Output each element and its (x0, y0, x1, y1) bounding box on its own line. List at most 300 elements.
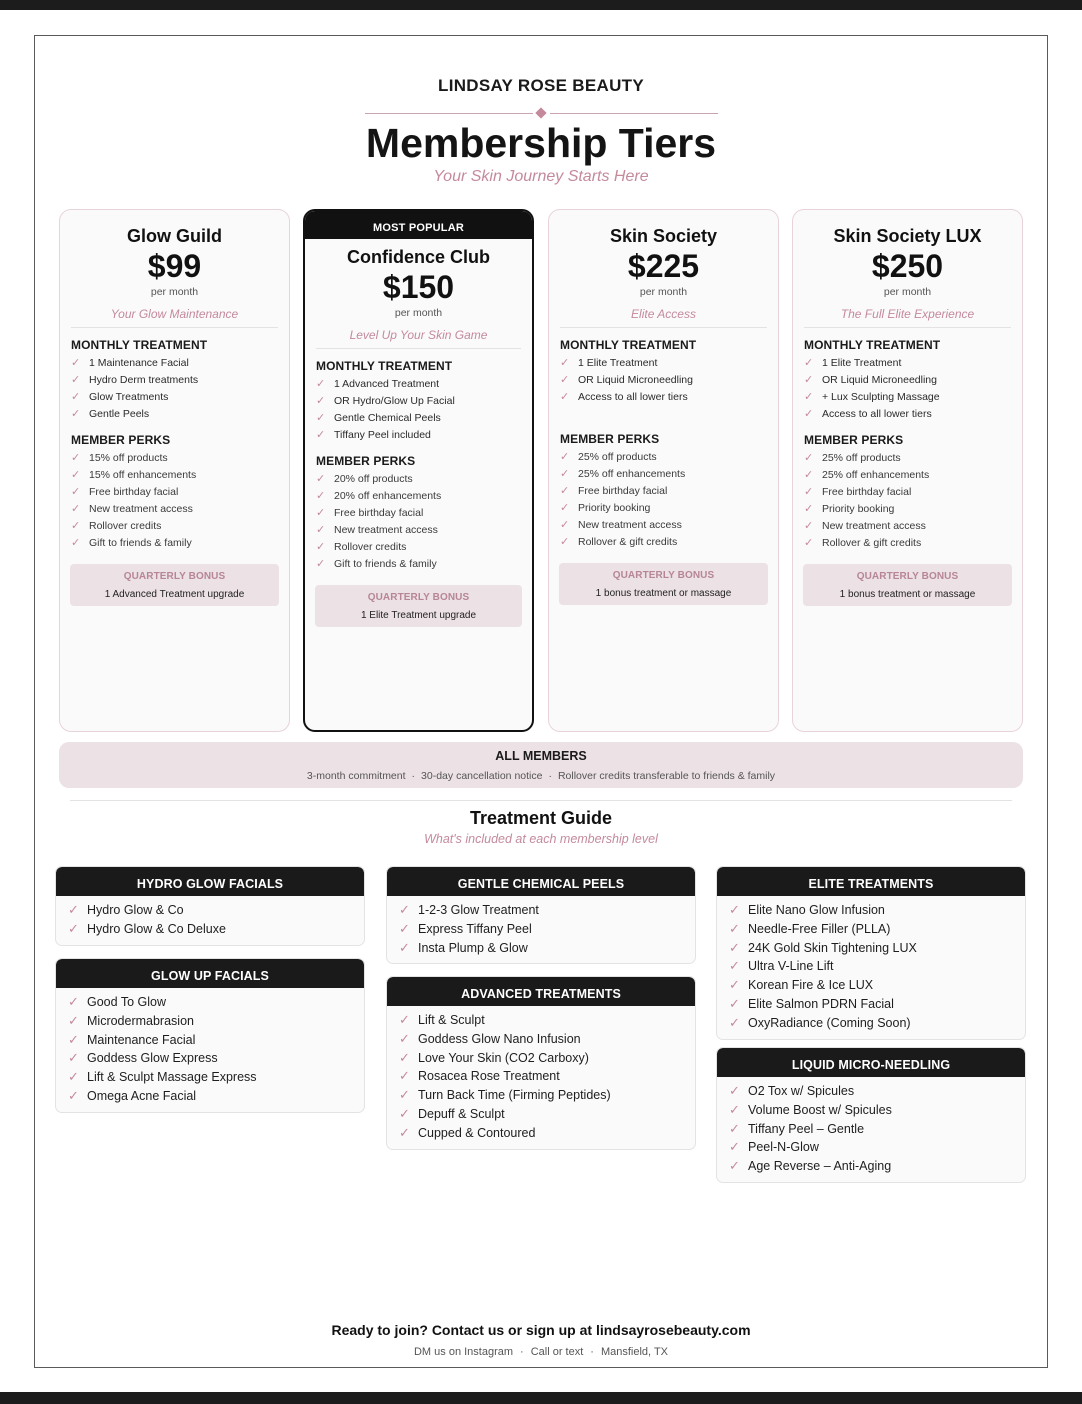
separator: · (411, 770, 416, 782)
check-icon: ✓ (399, 1124, 410, 1140)
list-item (729, 1138, 1025, 1157)
guide-box-list (717, 1077, 1025, 1182)
list-item (804, 535, 1022, 552)
contact-location: Mansfield, TX (600, 1346, 669, 1358)
section-divider (70, 800, 1012, 801)
guide-box-glow-up-facials (55, 958, 365, 1113)
bonus-value: 1 bonus treatment or massage (595, 588, 732, 599)
guide-box-list (56, 988, 364, 1112)
tier-price: $99 (147, 248, 202, 284)
tier-name: Skin Society (609, 226, 718, 246)
check-icon: ✓ (68, 1069, 79, 1085)
list-item (729, 1157, 1025, 1176)
bonus-value: 1 Advanced Treatment upgrade (104, 589, 245, 600)
treatment-heading: MONTHLY TREATMENT (71, 338, 208, 352)
treatment-guide-title: Treatment Guide (469, 808, 613, 828)
perks-heading: MEMBER PERKS (316, 454, 416, 468)
list-item-text: Ultra V-Line Lift (748, 959, 834, 974)
list-item (316, 393, 532, 410)
list-item-text: Lift & Sculpt Massage Express (87, 1070, 257, 1085)
list-item (804, 372, 1022, 389)
check-icon: ✓ (729, 1083, 740, 1098)
check-icon: ✓ (560, 391, 570, 403)
list-item-text: 1-2-3 Glow Treatment (418, 903, 539, 917)
guide-box-list (56, 896, 364, 945)
tier-divider (71, 327, 278, 328)
list-item (729, 901, 1025, 920)
treatment-list (560, 355, 778, 406)
list-item-text: Free birthday facial (89, 486, 179, 498)
list-item-text: Gift to friends & family (89, 537, 192, 549)
tier-tagline: Level Up Your Skin Game (349, 328, 488, 342)
check-icon: ✓ (560, 451, 570, 463)
check-icon: ✓ (729, 902, 740, 917)
list-item-text: 1 Elite Treatment (822, 357, 902, 369)
list-item (399, 1030, 695, 1049)
check-icon: ✓ (316, 507, 326, 519)
list-item-text: 20% off enhancements (334, 490, 442, 502)
tier-name: Glow Guild (127, 226, 222, 246)
perks-list (804, 450, 1022, 552)
list-item (71, 535, 289, 552)
perks-heading: MEMBER PERKS (71, 433, 171, 447)
tier-tagline: The Full Elite Experience (840, 307, 975, 321)
check-icon: ✓ (316, 378, 326, 390)
list-item-text: Priority booking (822, 503, 895, 515)
check-icon: ✓ (729, 1139, 740, 1155)
list-item-text: Priority booking (578, 502, 651, 514)
list-item (804, 518, 1022, 535)
list-item (804, 467, 1022, 484)
check-icon: ✓ (68, 994, 79, 1009)
check-icon: ✓ (729, 977, 740, 993)
list-item-text: Rollover & gift credits (822, 537, 922, 549)
list-item-text: Express Tiffany Peel (418, 921, 532, 936)
list-item-text: Rollover & gift credits (578, 536, 678, 548)
list-item (399, 1049, 695, 1068)
guide-box-list (717, 896, 1025, 1039)
check-icon: ✓ (71, 469, 81, 481)
check-icon: ✓ (729, 920, 740, 936)
tier-price: $250 (871, 248, 944, 284)
list-item-text: Gentle Peels (89, 408, 150, 420)
check-icon: ✓ (71, 520, 81, 532)
list-item (560, 517, 778, 534)
check-icon: ✓ (316, 558, 326, 570)
check-icon: ✓ (399, 920, 410, 936)
tier-card-glow-guild[interactable] (59, 209, 290, 732)
list-item-text: Free birthday facial (334, 507, 424, 519)
list-item (729, 1120, 1025, 1139)
perks-heading: MEMBER PERKS (804, 433, 904, 447)
list-item (560, 500, 778, 517)
check-icon: ✓ (316, 473, 326, 485)
tier-price: $150 (382, 269, 455, 305)
check-icon: ✓ (316, 412, 326, 424)
check-icon: ✓ (399, 902, 410, 917)
list-item-text: Tiffany Peel included (334, 429, 431, 441)
treatment-list (71, 355, 289, 423)
check-icon: ✓ (316, 541, 326, 553)
list-item-text: Gentle Chemical Peels (334, 412, 441, 424)
list-item (560, 449, 778, 466)
list-item-text: 1 Maintenance Facial (89, 357, 189, 369)
list-item-text: Elite Nano Glow Infusion (748, 903, 885, 917)
list-item-text: Microdermabrasion (87, 1013, 194, 1028)
list-item-text: Turn Back Time (Firming Peptides) (418, 1088, 611, 1103)
contact-line (0, 1346, 1082, 1358)
tier-card-skin-society[interactable] (548, 209, 779, 732)
list-item-text: Access to all lower tiers (822, 408, 932, 420)
list-item (68, 1087, 364, 1106)
list-item (729, 920, 1025, 939)
tier-tagline: Elite Access (631, 307, 696, 321)
list-item-text: New treatment access (578, 519, 682, 531)
quarterly-bonus (803, 564, 1012, 606)
tier-period: per month (150, 286, 199, 298)
list-item (71, 450, 289, 467)
bonus-value: 1 bonus treatment or massage (839, 589, 976, 600)
all-members-term: 3-month commitment (306, 770, 406, 782)
bottom-border-bar (0, 1392, 1082, 1404)
list-item (316, 505, 532, 522)
check-icon: ✓ (560, 536, 570, 548)
list-item-text: Free birthday facial (578, 485, 668, 497)
list-item (560, 483, 778, 500)
list-item-text: Cupped & Contoured (418, 1125, 536, 1140)
list-item (399, 939, 695, 958)
list-item (71, 501, 289, 518)
check-icon: ✓ (729, 1014, 740, 1030)
list-item-text: Hydro Derm treatments (89, 374, 199, 386)
check-icon: ✓ (68, 1031, 79, 1047)
cta-signup-text: Ready to join? Contact us or sign up at lindsayrosebeauty.com (331, 1322, 751, 1338)
list-item (316, 488, 532, 505)
list-item (316, 471, 532, 488)
list-item-text: New treatment access (334, 524, 438, 536)
tier-divider (560, 327, 767, 328)
list-item (71, 484, 289, 501)
tier-divider (804, 327, 1011, 328)
check-icon: ✓ (399, 1030, 410, 1046)
list-item (316, 376, 532, 393)
list-item (68, 1068, 364, 1087)
bonus-heading: QUARTERLY BONUS (367, 592, 470, 603)
check-icon: ✓ (68, 902, 79, 917)
treatment-list (316, 376, 532, 444)
check-icon: ✓ (399, 1012, 410, 1027)
list-item (71, 372, 289, 389)
check-icon: ✓ (804, 503, 814, 515)
list-item-text: Goddess Glow Express (87, 1051, 218, 1066)
check-icon: ✓ (729, 958, 740, 974)
tier-name: Skin Society LUX (833, 226, 982, 246)
header-divider-left (365, 113, 533, 114)
quarterly-bonus (315, 585, 522, 627)
check-icon: ✓ (399, 1087, 410, 1103)
list-item-text: 1 Advanced Treatment (334, 378, 440, 390)
list-item (729, 995, 1025, 1014)
perks-heading: MEMBER PERKS (560, 432, 660, 446)
list-item (804, 450, 1022, 467)
list-item-text: Goddess Glow Nano Infusion (418, 1031, 581, 1046)
list-item-text: 25% off enhancements (822, 469, 930, 481)
list-item-text: Glow Treatments (89, 391, 169, 403)
guide-box-gentle-chemical-peels (386, 866, 696, 964)
check-icon: ✓ (71, 452, 81, 464)
separator: · (590, 1346, 594, 1358)
separator: · (520, 1346, 524, 1358)
header-divider-right (550, 113, 718, 114)
list-item (729, 1101, 1025, 1120)
check-icon: ✓ (729, 995, 740, 1011)
page-subtitle: Your Skin Journey Starts Here (433, 168, 649, 185)
list-item-text: + Lux Sculpting Massage (822, 391, 940, 403)
guide-box-liquid-micro-needling (716, 1047, 1026, 1183)
list-item (68, 1049, 364, 1068)
list-item (316, 427, 532, 444)
list-item-text: Omega Acne Facial (87, 1088, 197, 1103)
tier-tagline: Your Glow Maintenance (110, 307, 239, 321)
check-icon: ✓ (316, 395, 326, 407)
list-item-text: Maintenance Facial (87, 1032, 196, 1047)
contact-call: Call or text (530, 1346, 584, 1358)
list-item-text: OR Liquid Microneedling (822, 374, 937, 386)
check-icon: ✓ (560, 519, 570, 531)
guide-box-heading: HYDRO GLOW FACIALS (56, 867, 364, 896)
list-item-text: Rollover credits (89, 520, 162, 532)
list-item-text: Hydro Glow & Co Deluxe (87, 921, 226, 936)
list-item (804, 355, 1022, 372)
list-item-text: Gift to friends & family (334, 558, 437, 570)
list-item (399, 1105, 695, 1124)
top-border-bar (0, 0, 1082, 10)
list-item (71, 406, 289, 423)
check-icon: ✓ (560, 468, 570, 480)
guide-box-heading: ELITE TREATMENTS (717, 867, 1025, 896)
check-icon: ✓ (399, 1049, 410, 1065)
list-item-text: 24K Gold Skin Tightening LUX (748, 940, 917, 955)
check-icon: ✓ (729, 1101, 740, 1117)
all-members-heading: ALL MEMBERS (495, 749, 587, 763)
check-icon: ✓ (71, 537, 81, 549)
list-item (68, 1031, 364, 1050)
treatment-heading: MONTHLY TREATMENT (316, 359, 453, 373)
list-item (560, 372, 778, 389)
list-item (399, 1086, 695, 1105)
check-icon: ✓ (68, 1012, 79, 1028)
list-item (316, 539, 532, 556)
perks-list (71, 450, 289, 552)
list-item (729, 1014, 1025, 1033)
check-icon: ✓ (316, 490, 326, 502)
list-item (68, 901, 364, 920)
list-item-text: Love Your Skin (CO2 Carboxy) (418, 1050, 589, 1065)
brand-name: LINDSAY ROSE BEAUTY (438, 76, 644, 95)
list-item (399, 1011, 695, 1030)
quarterly-bonus (70, 564, 279, 606)
list-item-text: Peel-N-Glow (748, 1140, 819, 1155)
check-icon: ✓ (71, 391, 81, 403)
guide-box-heading: ADVANCED TREATMENTS (387, 977, 695, 1006)
list-item-text: Volume Boost w/ Spicules (748, 1102, 892, 1117)
check-icon: ✓ (560, 502, 570, 514)
all-members-terms (59, 770, 1023, 782)
list-item-text: Good To Glow (87, 995, 166, 1009)
guide-box-heading: GENTLE CHEMICAL PEELS (387, 867, 695, 896)
list-item (560, 389, 778, 406)
list-item-text: Depuff & Sculpt (418, 1106, 505, 1121)
list-item-text: New treatment access (89, 503, 193, 515)
list-item (71, 518, 289, 535)
all-members-term: 30-day cancellation notice (421, 770, 543, 782)
list-item-text: OR Hydro/Glow Up Facial (334, 395, 455, 407)
list-item (71, 467, 289, 484)
list-item (804, 389, 1022, 406)
guide-box-advanced-treatments (386, 976, 696, 1150)
guide-box-hydro-glow-facials (55, 866, 365, 946)
bonus-heading: QUARTERLY BONUS (123, 571, 226, 582)
check-icon: ✓ (560, 357, 570, 369)
list-item (71, 389, 289, 406)
list-item-text: 15% off products (89, 452, 168, 464)
page-title: Membership Tiers (365, 120, 717, 166)
check-icon: ✓ (804, 486, 814, 498)
list-item-text: Hydro Glow & Co (87, 903, 184, 917)
check-icon: ✓ (71, 408, 81, 420)
treatment-list (804, 355, 1022, 423)
all-members-banner (59, 742, 1023, 788)
bonus-heading: QUARTERLY BONUS (612, 570, 715, 581)
check-icon: ✓ (729, 1120, 740, 1136)
list-item (804, 501, 1022, 518)
list-item (316, 522, 532, 539)
list-item (560, 355, 778, 372)
check-icon: ✓ (804, 374, 814, 386)
tier-period: per month (639, 286, 688, 298)
all-members-term: Rollover credits transferable to friends & family (557, 770, 776, 782)
check-icon: ✓ (399, 1068, 410, 1084)
tier-price: $225 (627, 248, 700, 284)
quarterly-bonus (559, 563, 768, 605)
check-icon: ✓ (71, 486, 81, 498)
check-icon: ✓ (316, 524, 326, 536)
guide-box-elite-treatments (716, 866, 1026, 1040)
list-item-text: 25% off products (578, 451, 657, 463)
list-item (729, 939, 1025, 958)
guide-box-heading: LIQUID MICRO-NEEDLING (717, 1048, 1025, 1077)
check-icon: ✓ (399, 939, 410, 955)
list-item-text: Insta Plump & Glow (418, 940, 528, 955)
list-item (729, 957, 1025, 976)
check-icon: ✓ (729, 939, 740, 955)
tier-divider (316, 348, 521, 349)
separator: · (548, 770, 552, 782)
list-item (399, 1067, 695, 1086)
treatment-guide-subtitle: What's included at each membership level (424, 832, 658, 846)
check-icon: ✓ (804, 469, 814, 481)
check-icon: ✓ (399, 1105, 410, 1121)
list-item (68, 920, 364, 939)
list-item-text: 1 Elite Treatment (578, 357, 658, 369)
guide-box-list (387, 1006, 695, 1149)
check-icon: ✓ (560, 485, 570, 497)
tier-period: per month (883, 286, 932, 298)
list-item-text: Tiffany Peel – Gentle (748, 1121, 865, 1136)
list-item-text: 20% off products (334, 473, 413, 485)
list-item-text: 25% off enhancements (578, 468, 686, 480)
contact-instagram: DM us on Instagram (413, 1346, 514, 1358)
list-item (68, 1012, 364, 1031)
list-item-text: Elite Salmon PDRN Facial (748, 996, 894, 1011)
check-icon: ✓ (804, 391, 814, 403)
list-item (399, 1124, 695, 1143)
list-item (729, 1082, 1025, 1101)
tier-card-confidence-club[interactable] (303, 209, 534, 732)
list-item-text: Needle-Free Filler (PLLA) (748, 921, 891, 936)
check-icon: ✓ (68, 1087, 79, 1103)
list-item-text: New treatment access (822, 520, 926, 532)
list-item-text: Korean Fire & Ice LUX (748, 978, 874, 993)
check-icon: ✓ (804, 357, 814, 369)
check-icon: ✓ (729, 1158, 740, 1174)
list-item (71, 355, 289, 372)
list-item (804, 406, 1022, 423)
list-item (68, 993, 364, 1012)
list-item (560, 466, 778, 483)
list-item-text: Rosacea Rose Treatment (418, 1069, 560, 1084)
list-item (804, 484, 1022, 501)
guide-box-list (387, 896, 695, 963)
list-item-text: O2 Tox w/ Spicules (748, 1084, 855, 1098)
tier-period: per month (394, 307, 443, 319)
list-item-text: 25% off products (822, 452, 901, 464)
check-icon: ✓ (804, 452, 814, 464)
tier-name: Confidence Club (347, 247, 490, 267)
check-icon: ✓ (316, 429, 326, 441)
check-icon: ✓ (71, 503, 81, 515)
bonus-value: 1 Elite Treatment upgrade (360, 610, 477, 621)
check-icon: ✓ (71, 374, 81, 386)
perks-list (316, 471, 532, 573)
list-item (316, 556, 532, 573)
list-item (560, 534, 778, 551)
treatment-heading: MONTHLY TREATMENT (560, 338, 697, 352)
list-item-text: Access to all lower tiers (578, 391, 688, 403)
check-icon: ✓ (804, 537, 814, 549)
guide-box-heading: GLOW UP FACIALS (56, 959, 364, 988)
check-icon: ✓ (804, 408, 814, 420)
list-item-text: Age Reverse – Anti-Aging (748, 1159, 892, 1174)
list-item (316, 410, 532, 427)
check-icon: ✓ (804, 520, 814, 532)
treatment-heading: MONTHLY TREATMENT (804, 338, 941, 352)
list-item-text: Free birthday facial (822, 486, 912, 498)
check-icon: ✓ (560, 374, 570, 386)
list-item-text: Rollover credits (334, 541, 407, 553)
check-icon: ✓ (71, 357, 81, 369)
bonus-heading: QUARTERLY BONUS (856, 571, 959, 582)
most-popular-badge: MOST POPULAR (305, 211, 532, 239)
list-item-text: OxyRadiance (Coming Soon) (748, 1015, 911, 1030)
list-item-text: 15% off enhancements (89, 469, 197, 481)
check-icon: ✓ (68, 920, 79, 936)
check-icon: ✓ (68, 1050, 79, 1066)
tier-card-skin-society-lux[interactable] (792, 209, 1023, 732)
list-item (399, 901, 695, 920)
list-item (399, 920, 695, 939)
list-item-text: OR Liquid Microneedling (578, 374, 693, 386)
